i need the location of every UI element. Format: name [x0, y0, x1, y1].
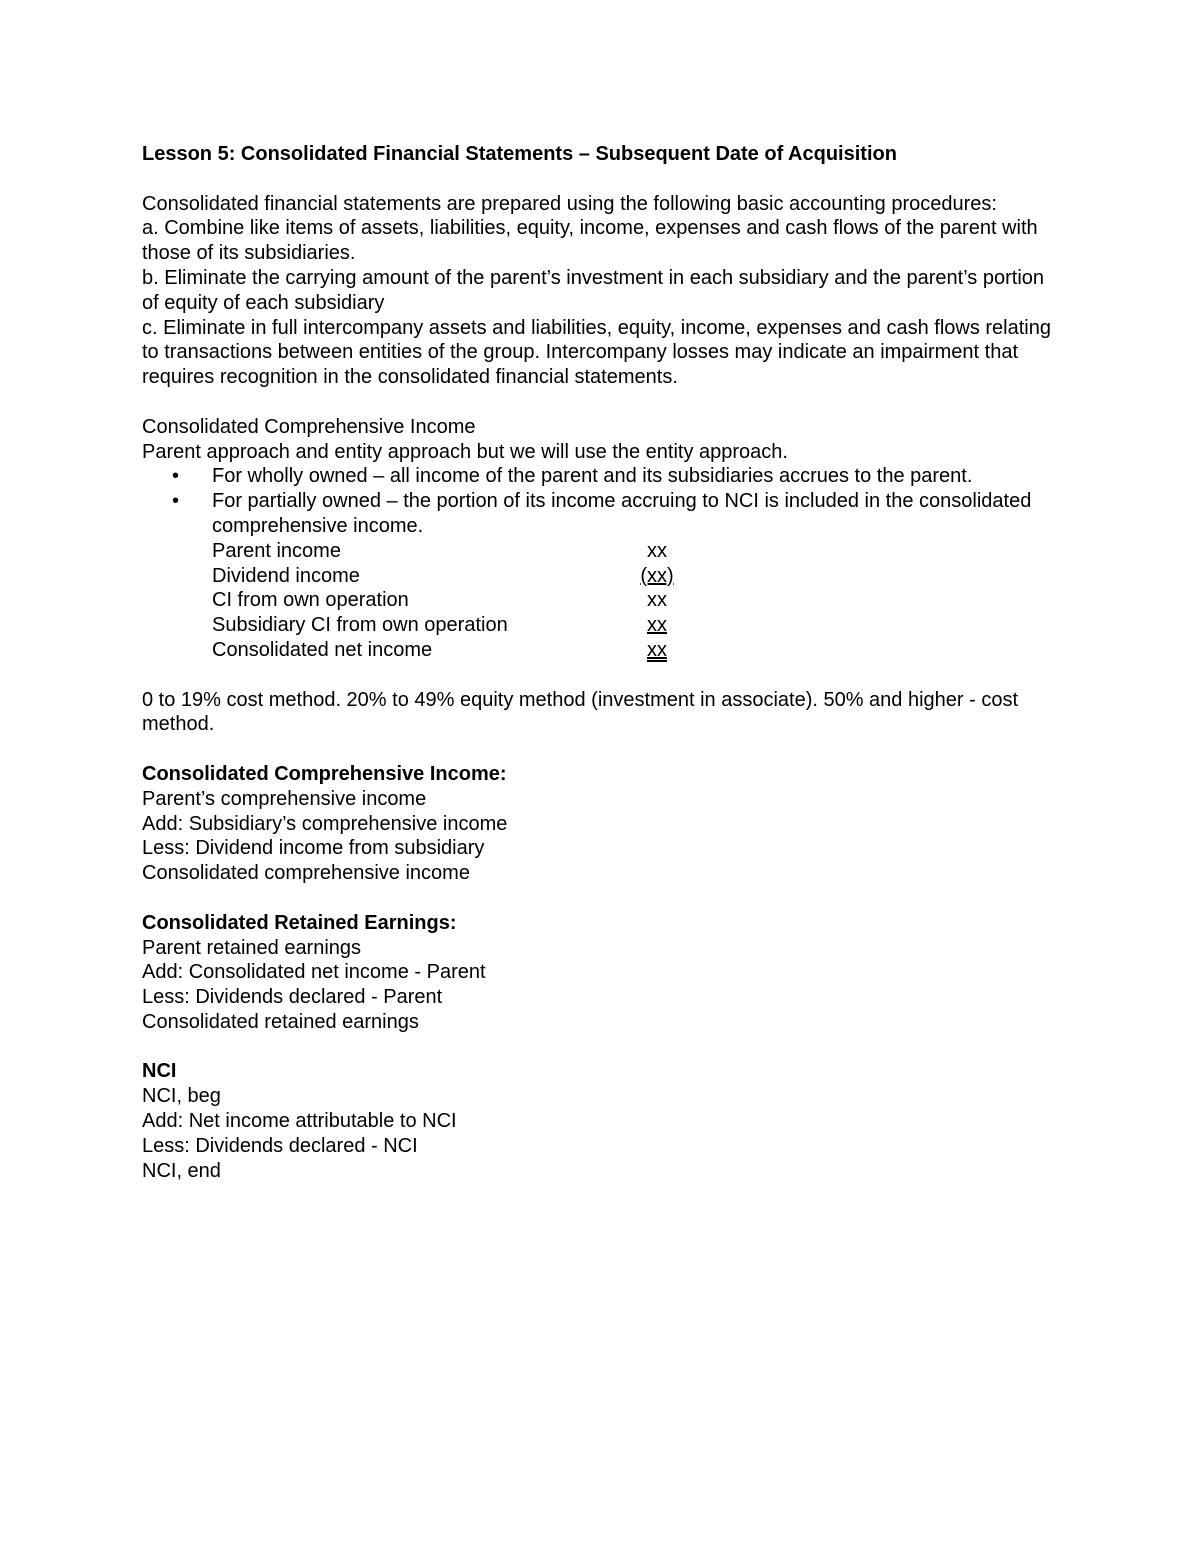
bullet-text: For partially owned – the portion of its income accruing to NCI is included in the consolidated comprehensive income. — [212, 490, 1032, 537]
page-title: Lesson 5: Consolidated Financial Statements – Subsequent Date of Acquisition — [142, 143, 897, 165]
formula-line: Parent retained earnings — [142, 936, 362, 959]
cre-formula-heading: Consolidated Retained Earnings: — [142, 911, 457, 934]
income-calculation — [212, 539, 682, 663]
spacer — [142, 886, 1062, 911]
intro-text: Consolidated financial statements are prepared using the following basic accounting procedures: — [142, 192, 997, 215]
calc-amount: xx — [647, 589, 667, 612]
list-item — [142, 464, 1062, 489]
calc-row — [212, 613, 682, 638]
calc-label: Dividend income — [212, 564, 360, 587]
cci-section-subheading: Parent approach and entity approach but we will use the entity approach. — [142, 440, 788, 463]
list-item — [142, 489, 1062, 539]
formula-line: Less: Dividends declared - Parent — [142, 986, 443, 1009]
procedure-item-c: c. Eliminate in full intercompany assets and liabilities, equity, income, expenses and cash flows relating to transactions between entities of the group. Intercompany losses may indicate an impairment that requires recognition in the consolidated financial statements. — [142, 316, 1051, 389]
formula-line: Add: Consolidated net income - Parent — [142, 961, 486, 984]
procedure-item-a: a. Combine like items of assets, liabilities, equity, income, expenses and cash flows of the parent with those of its subsidiaries. — [142, 217, 1038, 265]
calc-label: CI from own operation — [212, 589, 409, 612]
calc-label: Subsidiary CI from own operation — [212, 614, 508, 637]
formula-line: NCI, beg — [142, 1085, 221, 1108]
calc-amount: xx — [647, 539, 667, 562]
bullet-list — [142, 464, 1062, 538]
formula-line: Consolidated comprehensive income — [142, 862, 470, 885]
formula-line: Add: Net income attributable to NCI — [142, 1110, 457, 1133]
spacer — [142, 167, 1062, 192]
calc-row — [212, 588, 682, 613]
calc-amount: (xx) — [640, 564, 674, 587]
calc-label: Parent income — [212, 539, 341, 562]
bullet-icon: • — [172, 465, 180, 488]
formula-line: Less: Dividend income from subsidiary — [142, 837, 485, 860]
spacer — [142, 1035, 1062, 1060]
spacer — [142, 663, 1062, 688]
calc-amount: xx — [647, 638, 667, 661]
bullet-text: For wholly owned – all income of the parent and its subsidiaries accrues to the parent. — [212, 465, 973, 488]
formula-line: NCI, end — [142, 1159, 221, 1182]
method-note: 0 to 19% cost method. 20% to 49% equity method (investment in associate). 50% and higher - cost method. — [142, 688, 1019, 736]
formula-line: Add: Subsidiary’s comprehensive income — [142, 812, 508, 835]
bullet-icon: • — [172, 490, 180, 513]
formula-line: Consolidated retained earnings — [142, 1010, 419, 1033]
cci-formula-heading: Consolidated Comprehensive Income: — [142, 762, 507, 785]
document-page — [142, 142, 1062, 1183]
formula-line: Parent’s comprehensive income — [142, 787, 427, 810]
procedure-item-b: b. Eliminate the carrying amount of the parent’s investment in each subsidiary and the parent’s portion of equity of each subsidiary — [142, 266, 1045, 314]
spacer — [142, 390, 1062, 415]
calc-row — [212, 564, 682, 589]
calc-label: Consolidated net income — [212, 638, 433, 661]
nci-formula-heading: NCI — [142, 1060, 177, 1083]
calc-amount: xx — [647, 614, 667, 637]
formula-line: Less: Dividends declared - NCI — [142, 1134, 418, 1157]
spacer — [142, 737, 1062, 762]
calc-row — [212, 638, 682, 663]
cci-section-heading: Consolidated Comprehensive Income — [142, 415, 476, 438]
calc-row — [212, 539, 682, 564]
